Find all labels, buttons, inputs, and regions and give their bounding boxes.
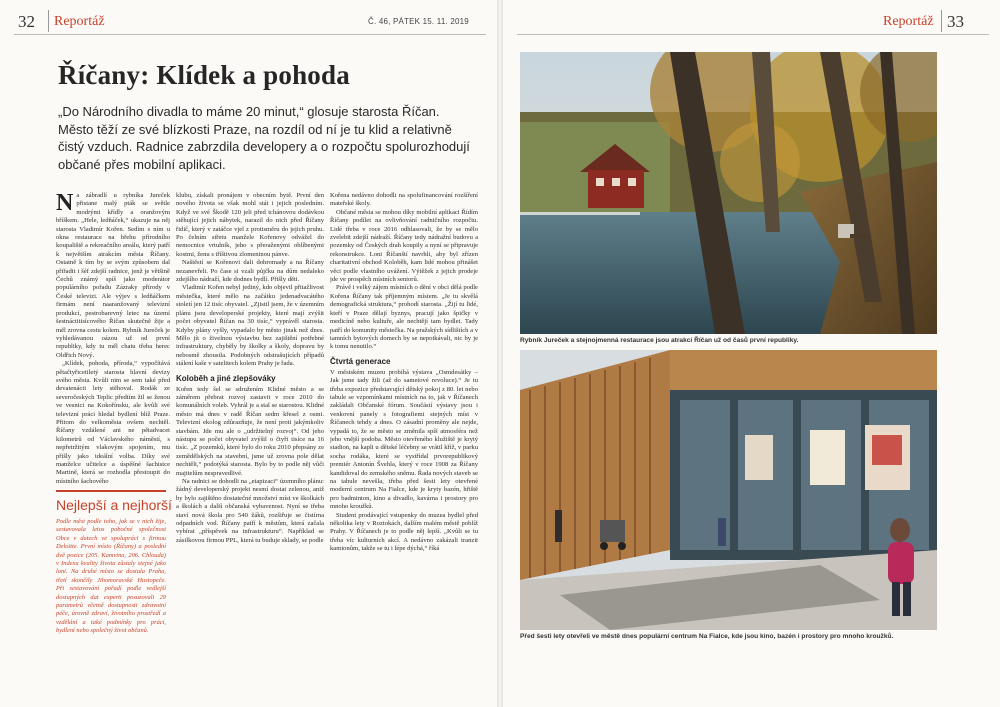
col1-paragraph-1: a zábradlí u rybníka Jureček přistane malý pták se světle modrými křídly a oranžovým bříškem. „Hele, ledňáček,“ ukazuje na něj starosta Vladimír Kořen. Sedím s ním u okna restaurace na břehu přírodního koupaliště a rekreačního areálu, který patří k největším atrakcím města Říčany. Ostatně k tím by se svým způsobem dal přiřadit i šéf zdejší radnice, jenž je většině Čechů známý spíš jako moderátor populárního pořadu Zázraky přírody v České televizi. Ale výjev s ledňáčkem firmám není naaranžovaný televizní produkcí, pestrobarevný letec na území šestnáctitisícového Říčan skutečně žije a měl zrovna cestu kolem. Rybník Jureček je vyhledávanou oázou už od první republiky, kdy tu měl chatu třeba herec Oldřich Nový. [56, 192, 170, 359]
pond-illustration [520, 52, 937, 334]
issue-info: Č. 46, PÁTEK 15. 11. 2019 [368, 17, 469, 26]
photo-pond-jurecek [520, 52, 937, 334]
article-title: Říčany: Klídek a pohoda [58, 60, 350, 90]
section-label-left: Reportáž [54, 14, 105, 29]
caption-photo-1: Rybník Jureček a stejnojmenná restaurace jsou atrakcí Říčan už od časů první republiky. [520, 337, 799, 344]
col2-paragraph-3: Vladimír Kořen nebyl jediný, kdo objevil přitažlivost městečka, které mělo na začátku jedenadvacátého století jen 12 tisíc obyvatel. „Zjistil jsem, že v územním plánu jsou developerské projekty, které mají zvýšit počet obyvatel Říčan na 30 tisíc,“ vyprávěl starosta. Kdyby plány vyšly, vypadalo by město jinak než dnes. Mělo jít o živelnou výstavbu bez zajištění potřebné infrastruktury, chyběly by školky a školy, dopravu by nebosmě zhoustla. Podobných odstrašujících případů stálení kaše v satelitech kolem Prahy je řada. [176, 284, 324, 368]
col2-paragraph-4: Kořen tedy šel se sdružením Klidné město a se záměrem přebrat rozvoj zastavit v roce 2010 do komunálních voleb. Vyhrál je a stal se starostou. Klidné město má dnes v radě Říčan sedm křesel z osmi. Televizní ekolog zdůrazňuje, že není proti jakýmkoliv stavbám. Jde mu ale o „udržitelný rozvoj“. Od jeho nástupu se počet obyvatel zvýšil o čtyři tisíce na 16 tisíc. „Z pozemků, které bylo do roku 2010 přepsány ze zemědělských na stavební, jsme už zrovna pole dělat nechtěli,“ podotýká starosta. Bylo by to podle něj vůči majitelům nespravedlivé. [176, 385, 324, 477]
sidebar-title: Nejlepší a nejhorší [56, 497, 172, 513]
col2-paragraph-1: klubu, získali pronájem v obecním bytě. První den nového života se však mohl stát i jejich posledním. Když ve své Škodě 120 jeli před tchánovou dodávkou stěhující jejich nábytek, narazil do nich před Říčany řidič, který v zatáčce vjel z protisměru do jejich pruhu. Po čelním střetu manžele Kořenovy odvážel do nemocnice vrtulník, jeho s přeraženými oblíbenými kostmi, ženu s tříštivou zlomeninou pánve. [176, 192, 324, 258]
col3-paragraph-2: Občané města se mohou díky mobilní aplikaci Řídím Říčany podílet na ovlivňování radničního rozpočtu. Lidé třeba v roce 2016 odhlasovali, že by se mělo zvelebit zdejší nádraží. Říčany tedy nádražní budovu a pozemky od Českých drah koupily a nyní se připravuje rekonstrukce. Loni Říčanští navrhli, aby byl zřízen charitativní obchod Koloběh, kam lidé mohou přinášet věci podle vlastního uvážení. Výtěžek z jejich prodeje jde ve prospěch místních seniorů. [330, 208, 478, 284]
section-label-right: Reportáž [883, 14, 934, 29]
na-fialce-illustration [520, 350, 937, 630]
drop-cap: N [56, 192, 74, 216]
col2-paragraph-5: Na radnici se dohodli na „etapizaci“ územního plánu: žádný developerský projekt nesmí dostat zelenou, aniž by bylo zajištěno dostatečné množství míst ve školkách a školách a další občanská vybavenost. Nyní se třeba staví nová škola pro 540 žáků, rozšiřuje se čistírna odpadních vod. Říčany patří k městům, která začala vybírat „příspěvek na infrastrukturu“. Například se zásilkovou firmou PPL, která tu buduje sklady, se podle [176, 478, 324, 544]
text-column-2 [176, 192, 324, 644]
subhead-kolobeh: Koloběh a jiné zlepšováky [176, 373, 276, 383]
header-rule-right [517, 34, 989, 35]
text-column-1 [56, 192, 170, 484]
header-rule-left [14, 34, 486, 35]
header-divider-right [941, 10, 942, 32]
photo-na-fialce [520, 350, 937, 630]
right-page [503, 0, 1000, 707]
col2-paragraph-2: Naštěstí se Kořenovi dali dohromady a na Říčany nezanevřeli. Po čase si vzali půjčku na dům nedaleko zdejšího nádraží, kde dodnes bydlí. Přišly děti. [176, 259, 324, 284]
sidebar-rule [56, 490, 166, 492]
article-lead: „Do Národního divadla to máme 20 minut,“ glosuje starosta Říčan. Město těží ze své blízkosti Praze, na rozdíl od ní je tu klid a relativně čistý vzduch. Radnice zabrzdila developery a o rozpočtu spolurozhodují občané přes mobilní aplikaci. [58, 104, 470, 172]
col3-paragraph-3: Právě i velký zájem místních o dění v obci dělá podle Kořena Říčany tak příjemným místem. „Je tu skvělá demografická struktura,“ prohodí starosta. „Žijí tu lidé, kteří v Praze dělají byznys, pracují jako špičky v medicíně nebo kultuře, ale nechtějí tam bydlet. Tady patří do komunity městečka. Na pražských sídlištích a v tamních bytových domech by se nepotkávali, nic by je k tomu nenutilo.“ [330, 284, 478, 351]
subhead-ctvrta-generace: Čtvrtá generace [330, 356, 391, 366]
col3-paragraph-4: V městském muzeu probíhá výstava „Osmdesátky – Jak jsme tady žili (až do sametové revoluce).“ Je tu třeba expozice představující dětský pokoj z 80. let nebo tabule se vzpomínkami místních na to, jak v Říčanech zakládali Občanské fórum. Součástí výstavy jsou i venkovní panely s fotografiemi stejných míst v Říčanech tehdy a dnes. O zásadní proměny ale nejde, vypadá to, že se město se změnila spíš atmosféra než jeho vnější podoba. Město otevřeného klužiště je krytý stadion, na kapli u dětské léčebny se vrátil kříž, v parku socha rodáka, které se vystřídal prvorepublikový premiér Antonín Švehla, který v roce 1908 za Říčany kandidoval do zemského sněmu. Řada nových staveb se na tabule nevešla, třeba před šesti lety otevřené moderní centrum Na Fialce, kde je kryty bazén, hřiště pro badminton, kino a divadlo, kavárna i prostory pro mnoho kroužků. [330, 368, 478, 511]
page-number-left: 32 [18, 12, 35, 31]
left-page [0, 0, 497, 707]
page-number-right: 33 [947, 12, 964, 31]
sidebar-text: Podle měst podle toho, jak se v nich žije, sestavovala letos pobočné společnost Obce v datech ve spolupráci s firmou Deloitte. První místo (Říčany) a poslední dvě pozice (205. Kamvina, 206. Chlouda) v Indexu kvality života zůstaly stejné jako loni. Na druhé místo se dostala Praha, třetí skončily Jihomoravské Hustopeče. Při sestavování pořadí podle vedlejší dostupných dat experti posuzovali 29 parametrů včetně dostupnosti zdravotní péče, úrovně zdraví, životního prostředí a vzdělání a také podmínky pro práci, bydlení nebo společný život občanů. [56, 518, 166, 635]
text-column-3 [330, 192, 478, 644]
caption-photo-2: Před šesti lety otevřeli ve městě dnes populární centrum Na Fialce, kde jsou kino, bazén i prostory pro mnoho kroužků. [520, 633, 894, 640]
header-divider [48, 10, 49, 32]
col3-paragraph-1: Kořena nedávno dohodli na spolufinancování rozšíření mateřské školy. [330, 192, 478, 208]
col1-paragraph-2: „Klídek, pohoda, příroda,“ vypočítává pětačtyřicetiletý starosta hlavní devizy svého města. Kvůli nim se sem také před devatenácti lety stěhoval. Rodák ze severočeských Teplic předtím žil se ženou ve vesnici na Kokořínsku, ale kvůli své televizní práci hledal bydlení blíž Praze. Přitom do velkoměsta ovšem nechtěl. Říčany vzdálené ani ne pětadvacet kilometrů od Václavského náměstí, s nepřetržitým vlakovým spojením, mu přišly jako ideální volba. Díky své manželce učitelce a úspěšné šachistce Martině, která se rozhodla přestoupit do místního šachového [56, 360, 170, 484]
col3-paragraph-5: Student prodávající vstupenky do muzea bydlel před několika lety v Roztokách, dalším malém městě poblíž Prahy. V Říčanech je to podle něj lepší. „Kvůli se tu třeba víc kulturních akcí. A nedávno zakázali tranzit kamionům, takže se tu i lépe dýchá,“ říká [330, 511, 478, 553]
